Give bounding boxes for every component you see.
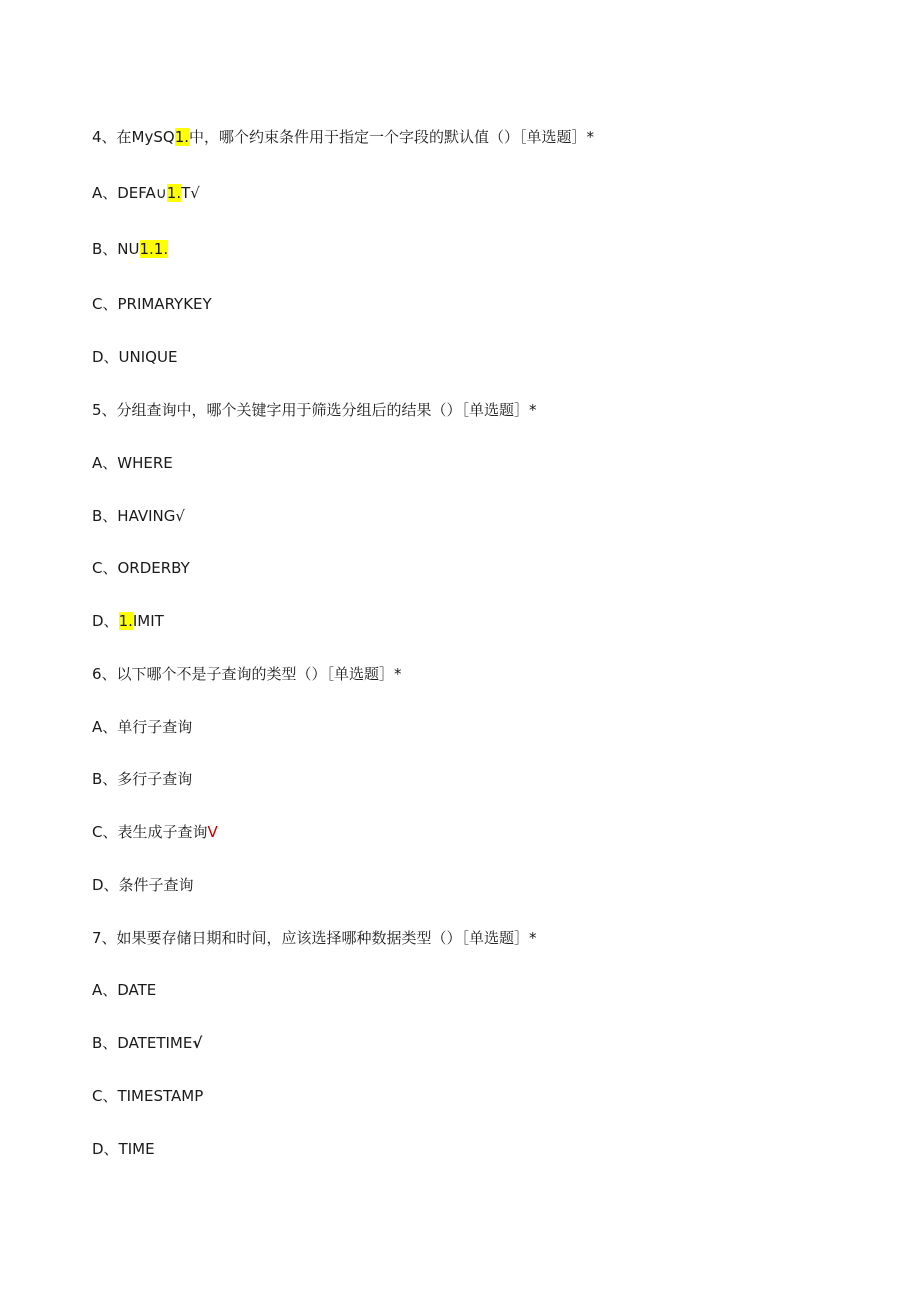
question-5-option-c: C、ORDERBY [92, 559, 190, 577]
question-7-stem: 7、如果要存储日期和时间，应该选择哪种数据类型（）［单选题］* [92, 929, 537, 947]
ocr-highlight: 1. [118, 612, 133, 630]
question-6-stem: 6、以下哪个不是子查询的类型（）［单选题］* [92, 665, 402, 683]
ocr-highlight: 1.1. [139, 240, 169, 258]
question-6-option-d: D、条件子查询 [92, 876, 194, 894]
question-7-option-b: B、DATETIME√ [92, 1034, 203, 1052]
question-4-option-c: C、PRIMARYKEY [92, 295, 212, 313]
answer-check-mark: √ [192, 1034, 203, 1052]
question-5-option-a: A、WHERE [92, 454, 173, 472]
question-7-option-a: A、DATE [92, 981, 157, 999]
question-5-option-b: B、HAVING√ [92, 507, 185, 525]
question-6-option-c: C、表生成子查询V [92, 823, 218, 841]
ocr-highlight: 1. [166, 184, 182, 202]
ocr-highlight: 1. [174, 128, 190, 146]
question-4-option-d: D、UNIQUE [92, 348, 178, 366]
answer-check-mark: V [207, 823, 218, 841]
question-6-option-b: B、多行子查询 [92, 770, 193, 788]
question-4-option-b: B、NU1.1. [92, 240, 169, 258]
question-4-option-a: A、DEFA∪1.T√ [92, 184, 200, 202]
question-5-option-d: D、1.IMIT [92, 612, 164, 630]
question-4-stem: 4、在MySQ1.中，哪个约束条件用于指定一个字段的默认值（）［单选题］* [92, 128, 595, 146]
question-5-stem: 5、分组查询中，哪个关键字用于筛选分组后的结果（）［单选题］* [92, 401, 537, 419]
question-6-option-a: A、单行子查询 [92, 718, 193, 736]
question-7-option-d: D、TIME [92, 1140, 155, 1158]
question-7-option-c: C、TIMESTAMP [92, 1087, 204, 1105]
